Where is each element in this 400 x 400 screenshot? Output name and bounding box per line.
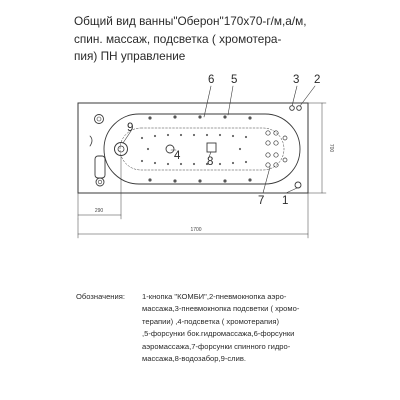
callout-4: 4 xyxy=(174,150,181,162)
drain-icon xyxy=(115,143,128,156)
legend-line-3: терапии) ,4-подсветка ( хромотерапия) xyxy=(142,316,279,326)
offset-dimension-label: 290 xyxy=(94,208,104,214)
offset-dimension xyxy=(78,156,121,219)
faucet-body xyxy=(95,156,105,178)
tub-floor xyxy=(120,128,284,170)
legend-line-1: 1-кнопка "КОМБИ",2-пневмокнопка аэро- xyxy=(142,292,287,301)
callout-9: 9 xyxy=(127,122,134,134)
water-intake-icon xyxy=(207,143,216,152)
control-knob-bottom xyxy=(96,178,104,186)
rim-controls xyxy=(90,115,105,187)
callout-6: 6 xyxy=(208,74,215,86)
length-dimension xyxy=(78,193,308,238)
aeromassage-jets xyxy=(141,134,247,165)
callout-7: 7 xyxy=(258,195,265,207)
title-line-2: спин. массаж, подсветка ( хромотера- xyxy=(74,31,282,46)
legend-label: Обозначения: xyxy=(76,292,125,301)
light-pneumo-button-icon xyxy=(290,106,295,111)
legend-line-6: массажа,8-водозабор,9-слив. xyxy=(142,354,246,363)
width-dimension xyxy=(308,103,334,193)
length-dimension-label: 1700 xyxy=(190,227,202,233)
callout-8: 8 xyxy=(207,156,214,168)
legend-line-2: массажа,3-пневмокнопка подсветки ( хромо- xyxy=(142,304,300,314)
callout-3: 3 xyxy=(293,74,300,86)
callout-labels xyxy=(127,74,320,207)
side-hydromassage-jets xyxy=(148,115,251,182)
callout-5: 5 xyxy=(231,74,238,86)
callout-1: 1 xyxy=(282,195,289,207)
callout-2: 2 xyxy=(314,74,321,86)
width-dimension-label: 700 xyxy=(328,143,334,153)
title-line-3: пия) ПН управление xyxy=(74,49,186,63)
aero-pneumo-button-icon xyxy=(297,106,302,111)
tub-outer-rim xyxy=(78,103,308,193)
control-knob-top xyxy=(95,115,104,124)
title-line-1: Общий вид ванны"Оберон"170х70-г/м,а/м, xyxy=(74,14,307,28)
legend-line-5: аэромассажа,7-форсунки спинного гидро- xyxy=(142,341,291,351)
chromotherapy-light-icon xyxy=(166,145,174,153)
combi-button-icon xyxy=(295,182,301,188)
legend-line-4: ,5-форсунки бок.гидромассажа,6-форсунки xyxy=(142,329,295,339)
